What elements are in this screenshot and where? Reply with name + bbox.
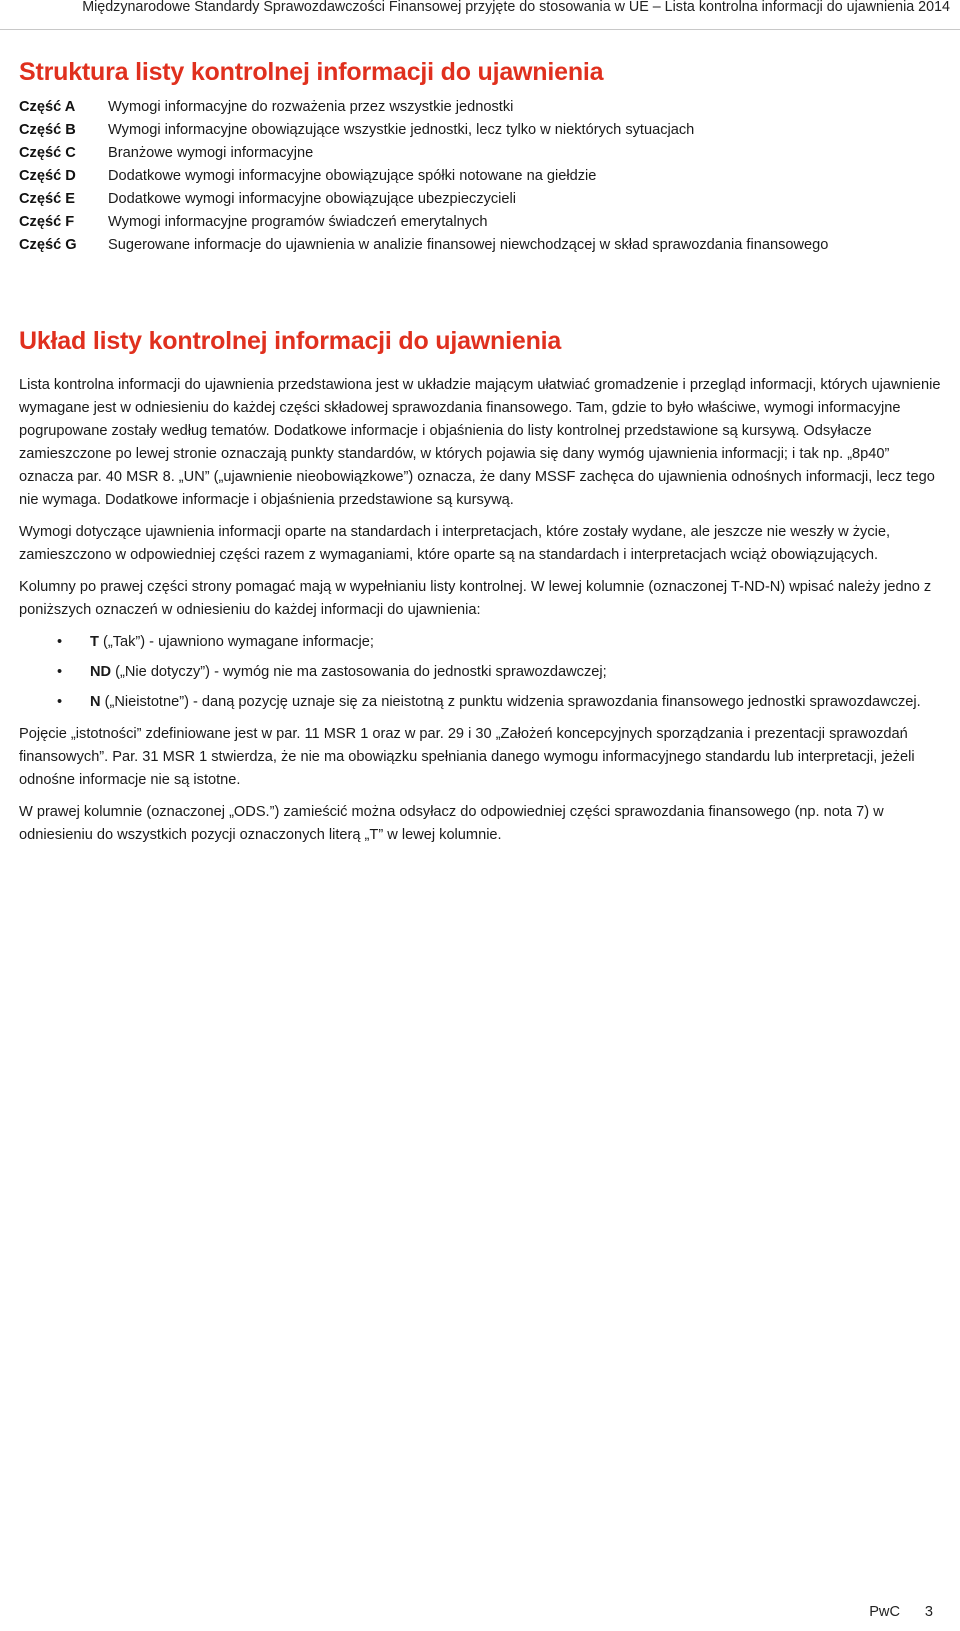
paragraph-intro: Lista kontrolna informacji do ujawnienia przedstawiona jest w układzie mającym ułatwiać gromadzenie i przegląd informacji, których ujawnienie wymagane jest w odniesieniu do każdej części składowej sprawozdania finansowego. Tam, gdzie to było właściwe, wymogi informacyjne pogrupowane zostały według tematów. Dodatkowe informacje i objaśnienia do listy kontrolnej przedstawione są kursywą. Odsyłacze zamieszczone po lewej stronie oznaczają punkty standardów, w których pojawia się dany wymóg ujawnienia informacji; i tak np. „8p40” oznacza par. 40 MSR 8. „UN” („ujawnienie nieobowiązkowe”) oznacza, że dany MSSF zachęca do ujawnienia odnośnych informacji, lecz tego nie wymaga. Dodatkowe informacje i objaśnienia przedstawione są kursywą. (19, 377, 941, 508)
section-title-structure: Struktura listy kontrolnej informacji do ujawnienia (19, 58, 604, 86)
layout-body (19, 374, 944, 856)
part-description: Sugerowane informacje do ujawnienia w analizie finansowej niewchodzącej w skład sprawozdania finansowego (108, 237, 829, 253)
part-row (19, 165, 919, 188)
section-title-layout: Układ listy kontrolnej informacji do ujawnienia (19, 327, 562, 355)
bullet-icon: • (57, 694, 63, 710)
part-row (19, 188, 919, 211)
paragraph-future-standards: Wymogi dotyczące ujawnienia informacji oparte na standardach i interpretacjach, które zostały wydane, ale jeszcze nie weszły w życie, zamieszczono w odpowiedniej części razem z wymaganiami, które oparte są na standardach i interpretacjach wciąż obowiązujących. (19, 524, 891, 563)
code-description: („Nieistotne”) - daną pozycję uznaje się za nieistotną z punktu widzenia sprawozdania finansowego jednostki sprawozdawczej. (100, 694, 921, 710)
bullet-icon: • (57, 664, 63, 680)
code-label: N (90, 694, 101, 710)
part-label: Część C (19, 145, 76, 161)
footer-brand: PwC (869, 1604, 900, 1620)
part-description: Wymogi informacyjne programów świadczeń emerytalnych (108, 214, 488, 230)
part-label: Część G (19, 237, 77, 253)
page-number: 3 (924, 1604, 933, 1620)
part-row (19, 234, 919, 257)
paragraph-materiality: Pojęcie „istotności” zdefiniowane jest w par. 11 MSR 1 oraz w par. 29 i 30 „Założeń koncepcyjnych sporządzania i prezentacji sprawozdań finansowych”. Par. 31 MSR 1 stwierdza, że nie ma obowiązku spełniania danego wymogu informacyjnego standardu lub interpretacji, jeżeli odnośne informacje nie są istotne. (19, 726, 915, 788)
list-item (19, 691, 944, 714)
paragraph-reference-column: W prawej kolumnie (oznaczonej „ODS.”) zamieścić można odsyłacz do odpowiedniej części sprawozdania finansowego (np. nota 7) w odniesieniu do wszystkich pozycji oznaczonych literą „T” w lewej kolumnie. (19, 804, 884, 843)
part-label: Część E (19, 191, 75, 207)
code-description: („Nie dotyczy”) - wymóg nie ma zastosowania do jednostki sprawozdawczej; (111, 664, 607, 680)
part-description: Wymogi informacyjne do rozważenia przez wszystkie jednostki (108, 99, 514, 115)
list-item (19, 661, 944, 684)
part-description: Dodatkowe wymogi informacyjne obowiązujące ubezpieczycieli (108, 191, 517, 207)
part-row (19, 96, 919, 119)
page-footer (0, 1596, 960, 1631)
part-row (19, 211, 919, 234)
part-label: Część A (19, 99, 76, 115)
code-label: ND (90, 664, 112, 680)
part-description: Wymogi informacyjne obowiązujące wszystkie jednostki, lecz tylko w niektórych sytuacjach (108, 122, 695, 138)
paragraph-columns: Kolumny po prawej części strony pomagać mają w wypełnianiu listy kontrolnej. W lewej kolumnie (oznaczonej T-ND-N) wpisać należy jedno z poniższych oznaczeń w odniesieniu do każdej informacji do ujawnienia: (19, 579, 932, 618)
bullet-icon: • (57, 634, 63, 650)
part-label: Część B (19, 122, 76, 138)
part-row (19, 119, 919, 142)
code-label: T (90, 634, 99, 650)
code-description: („Tak”) - ujawniono wymagane informacje; (98, 634, 374, 650)
part-row (19, 142, 919, 165)
list-item (19, 631, 944, 654)
part-description: Dodatkowe wymogi informacyjne obowiązujące spółki notowane na giełdzie (108, 168, 597, 184)
part-label: Część D (19, 168, 76, 184)
running-title: Międzynarodowe Standardy Sprawozdawczości Finansowej przyjęte do stosowania w UE – Lista kontrolna informacji do ujawnienia 2014 (82, 0, 950, 15)
parts-list (19, 96, 919, 257)
page-header (0, 0, 960, 30)
part-label: Część F (19, 214, 75, 230)
marking-codes-list (19, 631, 944, 714)
part-description: Branżowe wymogi informacyjne (108, 145, 314, 161)
